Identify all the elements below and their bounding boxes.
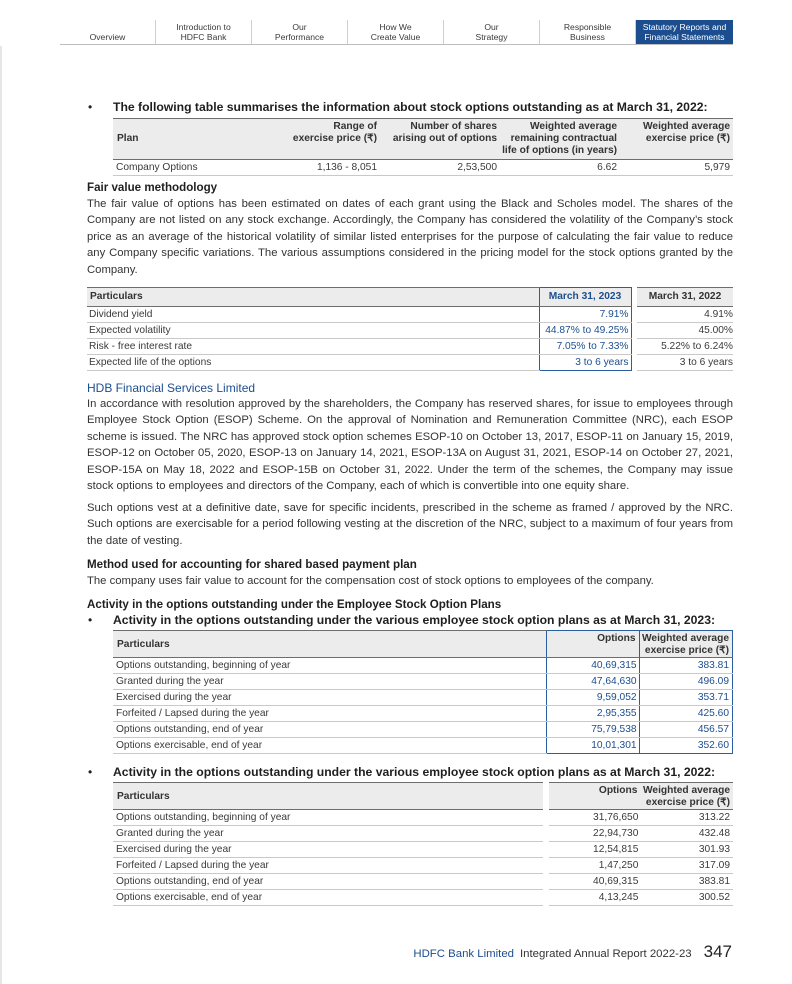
table-row (113, 738, 733, 754)
col-header-particulars: Particulars (113, 783, 543, 810)
cell-options: 12,54,815 (549, 842, 641, 858)
cell-particular: Options outstanding, end of year (113, 874, 543, 890)
tab-responsible-business[interactable] (540, 20, 636, 45)
footer-brand: HDFC Bank Limited (413, 948, 514, 960)
cell-2023: 7.91% (539, 307, 631, 323)
cell-options: 1,47,250 (549, 858, 641, 874)
cell-particular: Options outstanding, beginning of year (113, 810, 543, 826)
cell-options: 10,01,301 (547, 738, 639, 754)
cell-price: 432.48 (640, 826, 733, 842)
tab-label-line2: Create Value (370, 32, 421, 42)
cell-options: 4,13,245 (549, 890, 641, 906)
cell-particular: Granted during the year (113, 826, 543, 842)
cell-options: 2,95,355 (547, 706, 639, 722)
cell-price: 353.71 (639, 690, 732, 706)
activity-2022-table (113, 782, 733, 906)
heading-activity: Activity in the options outstanding under the Employee Stock Option Plans (87, 598, 502, 611)
col-header-number (381, 119, 499, 160)
col-header-options: Options (547, 631, 639, 658)
tab-label-line1: Our (292, 22, 307, 32)
cell-particular: Options outstanding, end of year (113, 722, 547, 738)
header-line: arising out of options (392, 133, 497, 144)
header-line: remaining contractual (510, 133, 617, 144)
paragraph-fair-value: The fair value of options has been estimated on dates of each grant using the Black and Scholes model. The shares of the Company are not listed on any stock exchange. Accordingly, the Company has considered the volatility of the Company’s stock price as an average of the historical volatility of similar listed enterprises for the purpose of calculating the fair value to reduce any Company specific variations. The various assumptions considered in the pricing model for the stock options granted by the Company. (87, 198, 733, 276)
cell-particular: Forfeited / Lapsed during the year (113, 706, 547, 722)
col-header-exercise-price (619, 119, 733, 160)
tab-label-line1: How We (379, 22, 412, 32)
header-line: exercise price (₹) (644, 645, 729, 656)
cell-price: 456.57 (639, 722, 732, 738)
tab-label-line2: Business (570, 32, 605, 42)
header-line: exercise price (₹) (645, 797, 730, 808)
cell-particular: Options exercisable, end of year (113, 890, 543, 906)
header-line: exercise price (₹) (645, 133, 730, 144)
cell-particular: Exercised during the year (113, 690, 547, 706)
table-row (113, 722, 733, 738)
col-header-particulars: Particulars (87, 288, 539, 307)
top-navigation (0, 0, 792, 46)
col-header-range (263, 119, 381, 160)
tab-label-line1: Responsible (563, 22, 612, 32)
cell-exercise-price: 5,979 (619, 160, 733, 176)
table-row (113, 658, 733, 674)
cell-particular: Options exercisable, end of year (113, 738, 547, 754)
cell-2022: 45.00% (637, 323, 733, 339)
page-number: 347 (703, 942, 732, 961)
col-header-particulars: Particulars (113, 631, 547, 658)
page-footer (413, 942, 732, 962)
col-header-march-2023: March 31, 2023 (539, 288, 631, 307)
tab-create-value[interactable] (348, 20, 444, 45)
col-header-weighted-price (639, 631, 732, 658)
options-summary-table (113, 118, 733, 176)
cell-options: 31,76,650 (549, 810, 641, 826)
table-row (87, 323, 733, 339)
table-row (87, 355, 733, 371)
heading-hdb-financial: HDB Financial Services Limited (87, 381, 256, 395)
tab-overview[interactable] (60, 20, 156, 45)
table-row (113, 810, 733, 826)
table-row (113, 706, 733, 722)
table-row (113, 842, 733, 858)
footer-report-title: Integrated Annual Report 2022-23 (520, 948, 692, 960)
cell-price: 317.09 (640, 858, 733, 874)
cell-price: 383.81 (640, 874, 733, 890)
cell-particular: Risk - free interest rate (87, 339, 539, 355)
tab-label-line1: Our (484, 22, 499, 32)
table-row (87, 339, 733, 355)
header-line: Weighted average (642, 785, 730, 796)
cell-options: 9,59,052 (547, 690, 639, 706)
cell-particular: Options outstanding, beginning of year (113, 658, 547, 674)
cell-price: 383.81 (639, 658, 732, 674)
cell-price: 301.93 (640, 842, 733, 858)
cell-options: 40,69,315 (549, 874, 641, 890)
header-line: life of options (in years) (502, 145, 617, 156)
tab-label-line2: Performance (274, 32, 325, 42)
cell-price: 313.22 (640, 810, 733, 826)
table-row (113, 858, 733, 874)
cell-2023: 7.05% to 7.33% (539, 339, 631, 355)
cell-2023: 44.87% to 49.25% (539, 323, 631, 339)
cell-particular: Granted during the year (113, 674, 547, 690)
cell-2023: 3 to 6 years (539, 355, 631, 371)
table-row (113, 690, 733, 706)
cell-price: 496.09 (639, 674, 732, 690)
bullet: • (88, 765, 93, 779)
col-header-weighted-price (640, 783, 733, 810)
cell-2022: 4.91% (637, 307, 733, 323)
header-line: Weighted average (642, 121, 730, 132)
cell-remaining-life: 6.62 (499, 160, 619, 176)
tab-label-line1: Statutory Reports and (642, 22, 727, 32)
cell-2022: 5.22% to 6.24% (637, 339, 733, 355)
tab-strategy[interactable] (444, 20, 540, 45)
paragraph-hdb-esop: In accordance with resolution approved by the shareholders, the Company has reserved shares, for issue to employees through Employee Stock Option (ESOP) Scheme. On the approval of Nomination and Remuneration Committee (NRC), each ESOP scheme is issued. The NRC has approved stock option schemes ESOP-10 on October 13, 2017, ESOP-11 on January 15, 2019, ESOP-12 on October 05, 2020, ESOP-13 on January 14, 2021, ESOP-13A on August 31, 2021, ESOP-14 on October 27, 2021, ESOP-15A on May 18, 2022 and ESOP-15B on October 31, 2022. Under the term of the schemes, the Company may issue stock options to employees and directors of the Company, each of which is convertible into one equity share. (87, 398, 733, 493)
table-row (113, 874, 733, 890)
heading-method: Method used for accounting for shared based payment plan (87, 558, 417, 571)
tab-label-line2: Financial Statements (644, 32, 725, 42)
tab-label-line2: Strategy (475, 32, 508, 42)
paragraph-hdb-vesting: Such options vest at a definitive date, save for specific incidents, prescribed in the scheme as framed / approved by the NRC. Such options are exercisable for a period following vesting at the discretion of the NRC, subject to a maximum of four years from the date of vesting. (87, 502, 733, 547)
cell-particular: Exercised during the year (113, 842, 543, 858)
cell-options: 47,64,630 (547, 674, 639, 690)
cell-particular: Forfeited / Lapsed during the year (113, 858, 543, 874)
nav-tabs (60, 20, 733, 45)
cell-2022: 3 to 6 years (637, 355, 733, 371)
col-header-options: Options (549, 783, 641, 810)
tab-performance[interactable] (252, 20, 348, 45)
table-row (113, 674, 733, 690)
tab-introduction[interactable] (156, 20, 252, 45)
activity-2023-table (113, 630, 733, 754)
cell-particular: Dividend yield (87, 307, 539, 323)
tab-label-line1: Introduction to (176, 22, 231, 32)
table-row (113, 160, 733, 176)
header-line: exercise price (₹) (292, 133, 377, 144)
section-title-options-2022: The following table summarises the information about stock options outstanding as at March 31, 2022: (113, 100, 708, 114)
bullet: • (88, 613, 93, 627)
table-row (113, 826, 733, 842)
tab-label-line2: Overview (89, 32, 126, 42)
header-line: Number of shares (410, 121, 497, 132)
cell-options: 22,94,730 (549, 826, 641, 842)
paragraph-method: The company uses fair value to account for the compensation cost of stock options to employees of the company. (87, 575, 654, 587)
header-line: Weighted average (641, 633, 729, 644)
nav-divider (60, 44, 733, 45)
cell-price: 425.60 (639, 706, 732, 722)
section-title-activity-2023: Activity in the options outstanding under the various employee stock option plans as at March 31, 2023: (113, 613, 716, 627)
cell-price: 300.52 (640, 890, 733, 906)
cell-options: 75,79,538 (547, 722, 639, 738)
col-header-remaining-life (499, 119, 619, 160)
tab-statutory-reports[interactable] (636, 20, 733, 45)
col-header-plan: Plan (113, 119, 263, 160)
header-line: Range of (333, 121, 377, 132)
cell-particular: Expected life of the options (87, 355, 539, 371)
page-left-rule (0, 0, 2, 984)
cell-particular: Expected volatility (87, 323, 539, 339)
heading-fair-value: Fair value methodology (87, 181, 218, 194)
table-row (87, 307, 733, 323)
assumptions-table (87, 287, 733, 371)
table-row (113, 890, 733, 906)
tab-label-line2: HDFC Bank (180, 32, 227, 42)
bullet: • (88, 100, 93, 114)
cell-options: 40,69,315 (547, 658, 639, 674)
header-line: Weighted average (529, 121, 617, 132)
cell-plan: Company Options (113, 160, 263, 176)
section-title-activity-2022: Activity in the options outstanding under the various employee stock option plans as at March 31, 2022: (113, 765, 716, 779)
cell-range: 1,136 - 8,051 (263, 160, 381, 176)
col-header-march-2022: March 31, 2022 (637, 288, 733, 307)
cell-number: 2,53,500 (381, 160, 499, 176)
cell-price: 352.60 (639, 738, 732, 754)
